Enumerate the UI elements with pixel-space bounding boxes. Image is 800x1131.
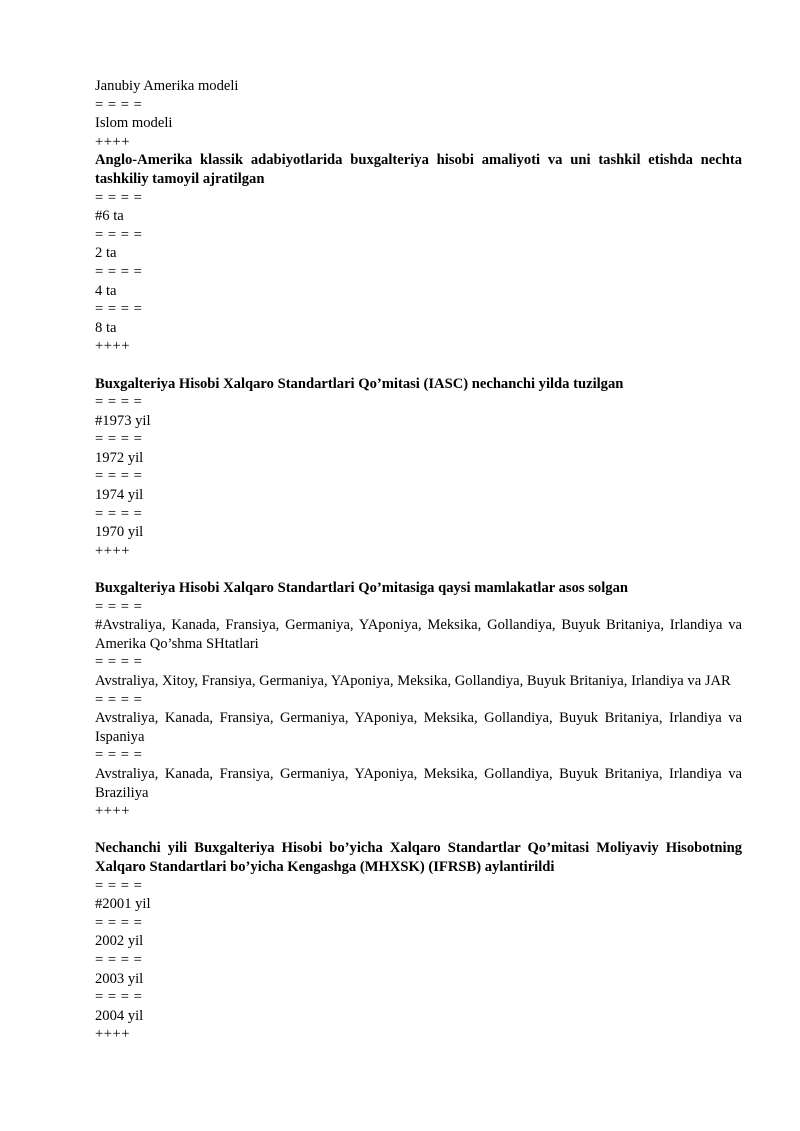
answer-option: 2004 yil	[95, 1007, 144, 1024]
question-text: Buxgalteriya Hisobi Xalqaro Standartlari Qo’mitasi (IASC) nechanchi yilda tuzilgan	[95, 375, 624, 392]
answer-option: 1970 yil	[95, 524, 144, 541]
answer-option: Avstraliya, Kanada, Fransiya, Germaniya, YAponiya, Meksika, Gollandiya, Buyuk Britaniya, Irlandiya va Braziliya	[95, 765, 746, 801]
answer-option: Avstraliya, Xitoy, Fransiya, Germaniya, YAponiya, Meksika, Gollandiya, Buyuk Britaniya, Irlandiya va JAR	[95, 673, 731, 689]
option-separator: = = = =	[95, 654, 143, 671]
answer-option: Islom modeli	[95, 115, 173, 132]
option-separator: = = = =	[95, 226, 143, 243]
answer-option: #Avstraliya, Kanada, Fransiya, Germaniya, YAponiya, Meksika, Gollandiya, Buyuk Britaniya, Irlandiya va Amerika Qo’shma SHtatlari	[95, 617, 745, 652]
answer-option: 8 ta	[95, 319, 117, 336]
answer-option: 4 ta	[95, 282, 117, 299]
option-separator: = = = =	[95, 877, 143, 894]
option-separator: = = = =	[95, 598, 143, 615]
question-end-marker: ++++	[95, 542, 130, 559]
answer-option: 1972 yil	[95, 449, 144, 466]
document-page	[95, 77, 746, 1044]
answer-option: 2 ta	[95, 245, 117, 262]
option-separator: = = = =	[95, 301, 143, 318]
question-text: Buxgalteriya Hisobi Xalqaro Standartlari Qo’mitasiga qaysi mamlakatlar asos solgan	[95, 580, 628, 597]
answer-option: #2001 yil	[95, 896, 151, 913]
option-separator: = = = =	[95, 914, 143, 931]
question-end-marker: ++++	[95, 1026, 130, 1043]
option-separator: = = = =	[95, 989, 143, 1006]
question-end-marker: ++++	[95, 133, 130, 150]
blank-line	[95, 356, 742, 375]
option-separator: = = = =	[95, 691, 143, 708]
answer-option: 2003 yil	[95, 970, 144, 987]
blank-line	[95, 560, 742, 579]
option-separator: = = = =	[95, 431, 143, 448]
option-separator: = = = =	[95, 394, 143, 411]
answer-option: 2002 yil	[95, 933, 144, 950]
question-text: Nechanchi yili Buxgalteriya Hisobi bo’yicha Xalqaro Standartlar Qo’mitasi Moliyaviy Hisobotning Xalqaro Standartlari bo’yicha Kengashga (MHXSK) (IFRSB) aylantirildi	[95, 840, 746, 875]
question-end-marker: ++++	[95, 338, 130, 355]
option-separator: = = = =	[95, 189, 143, 206]
option-separator: = = = =	[95, 747, 143, 764]
question-end-marker: ++++	[95, 803, 130, 820]
option-separator: = = = =	[95, 951, 143, 968]
question-text: Anglo-Amerika klassik adabiyotlarida buxgalteriya hisobi amaliyoti va uni tashkil etishda nechta tashkiliy tamoyil ajratilgan	[95, 152, 746, 187]
answer-option: #6 ta	[95, 208, 124, 225]
blank-line	[95, 821, 742, 840]
option-separator: = = = =	[95, 505, 143, 522]
answer-option: 1974 yil	[95, 487, 144, 504]
answer-option: Avstraliya, Kanada, Fransiya, Germaniya, YAponiya, Meksika, Gollandiya, Buyuk Britaniya, Irlandiya va Ispaniya	[95, 710, 746, 745]
option-separator: = = = =	[95, 263, 143, 280]
option-separator: = = = =	[95, 468, 143, 485]
answer-option: Janubiy Amerika modeli	[95, 78, 239, 94]
option-separator: = = = =	[95, 96, 143, 113]
answer-option: #1973 yil	[95, 412, 151, 429]
